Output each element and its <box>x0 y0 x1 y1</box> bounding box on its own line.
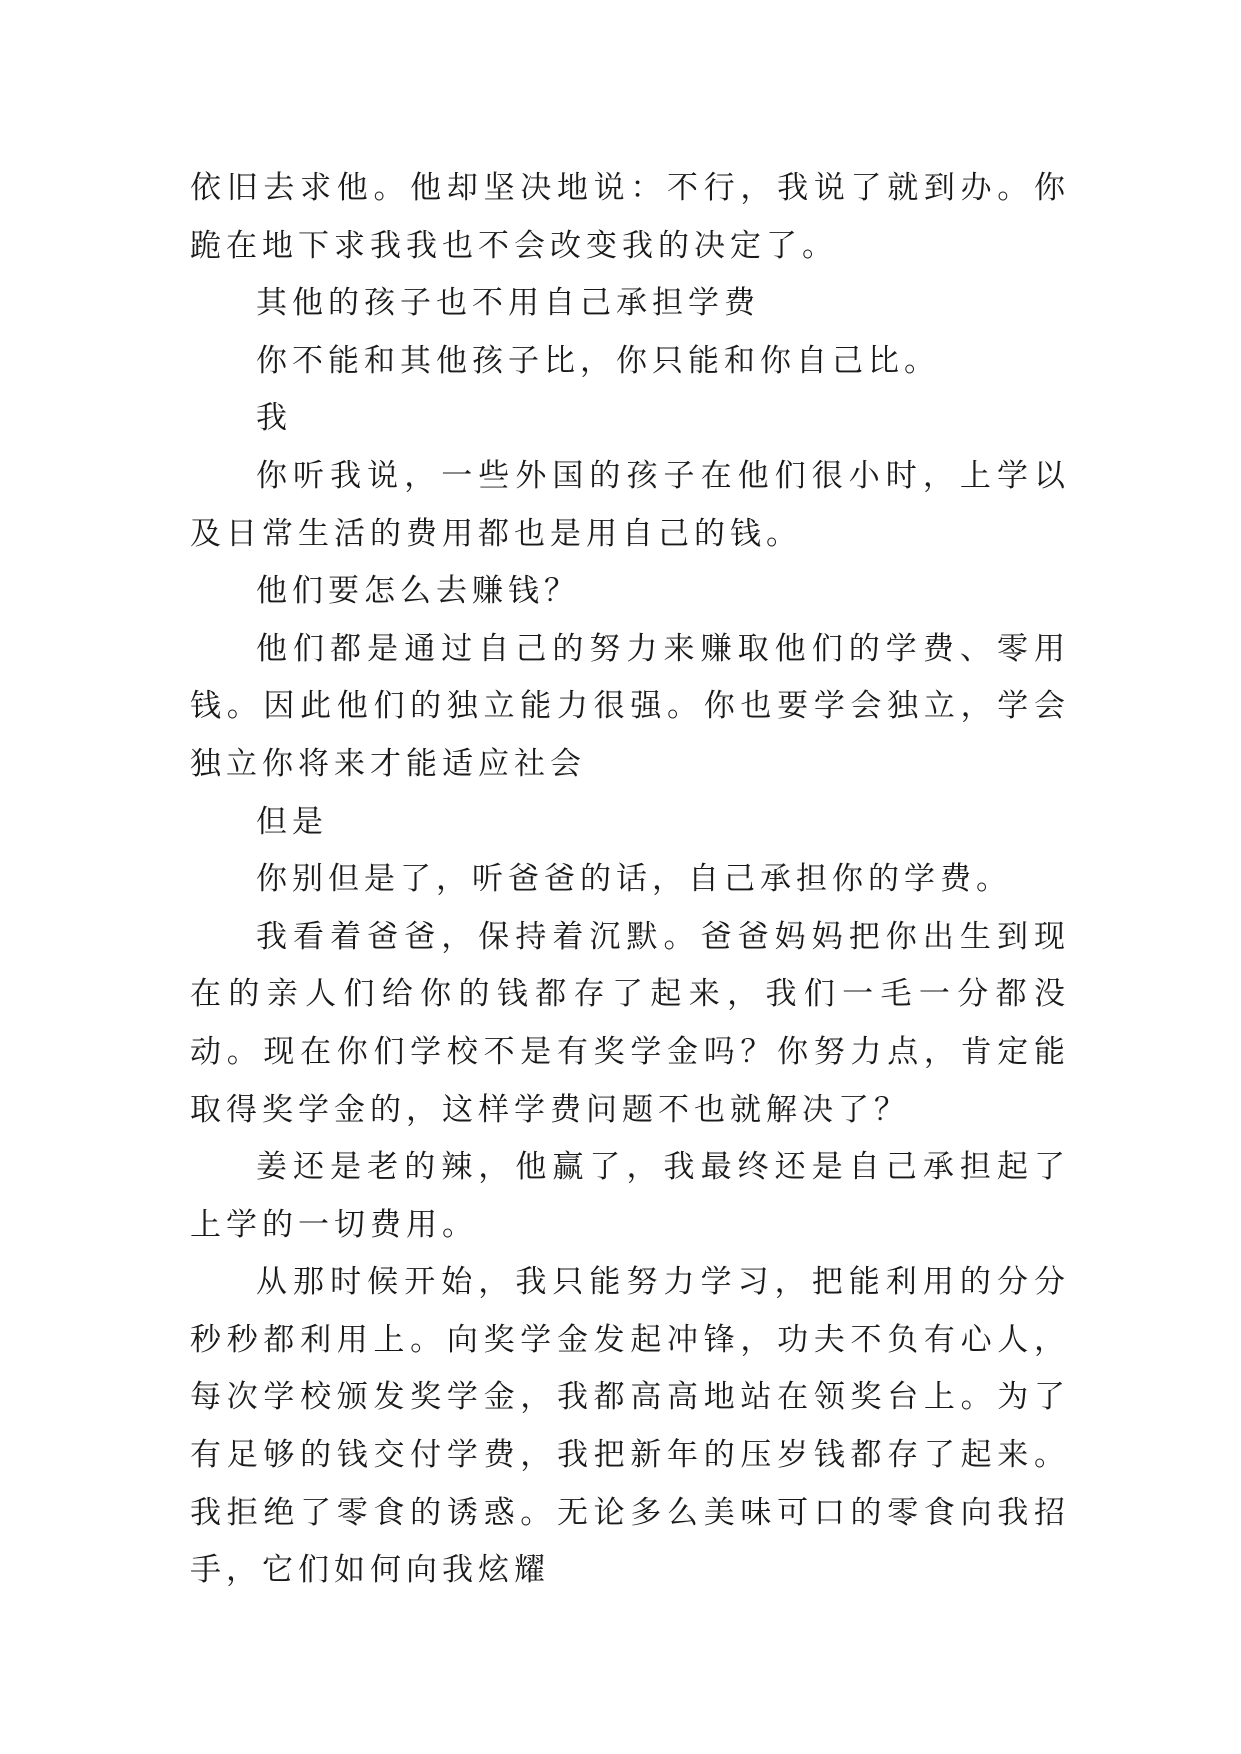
paragraph-5: 你听我说，一些外国的孩子在他们很小时，上学以及日常生活的费用都也是用自己的钱。 <box>190 457 1070 552</box>
paragraph-11: 姜还是老的辣，他赢了，我最终还是自己承担起了上学的一切费用。 <box>190 1149 1070 1243</box>
document-body <box>190 160 1070 1600</box>
paragraph-4: 我 <box>256 400 292 437</box>
paragraph-6: 他们要怎么去赚钱？ <box>256 573 580 610</box>
paragraph-3: 你不能和其他孩子比，你只能和你自己比。 <box>256 342 940 379</box>
paragraph-12: 从那时候开始，我只能努力学习，把能利用的分分秒秒都利用上。向奖学金发起冲锋，功夫不负有心人，每次学校颁发奖学金，我都高高地站在领奖台上。为了有足够的钱交付学费，我把新年的压岁钱都存了起来。我拒绝了零食的诱惑。无论多么美味可口的零食向我招手，它们如何向我炫耀 <box>190 1264 1070 1589</box>
paragraph-9: 你别但是了，听爸爸的话，自己承担你的学费。 <box>256 861 1012 898</box>
paragraph-7: 他们都是通过自己的努力来赚取他们的学费、零用钱。因此他们的独立能力很强。你也要学会独立，学会独立你将来才能适应社会 <box>190 630 1070 782</box>
paragraph-2: 其他的孩子也不用自己承担学费 <box>256 285 760 322</box>
paragraph-10: 我看着爸爸，保持着沉默。爸爸妈妈把你出生到现在的亲人们给你的钱都存了起来，我们一毛一分都没动。现在你们学校不是有奖学金吗？你努力点，肯定能取得奖学金的，这样学费问题不也就解决了？ <box>190 918 1070 1128</box>
paragraph-1: 依旧去求他。他却坚决地说：不行，我说了就到办。你跪在地下求我我也不会改变我的决定了。 <box>190 170 1070 264</box>
paragraph-8: 但是 <box>256 803 328 840</box>
